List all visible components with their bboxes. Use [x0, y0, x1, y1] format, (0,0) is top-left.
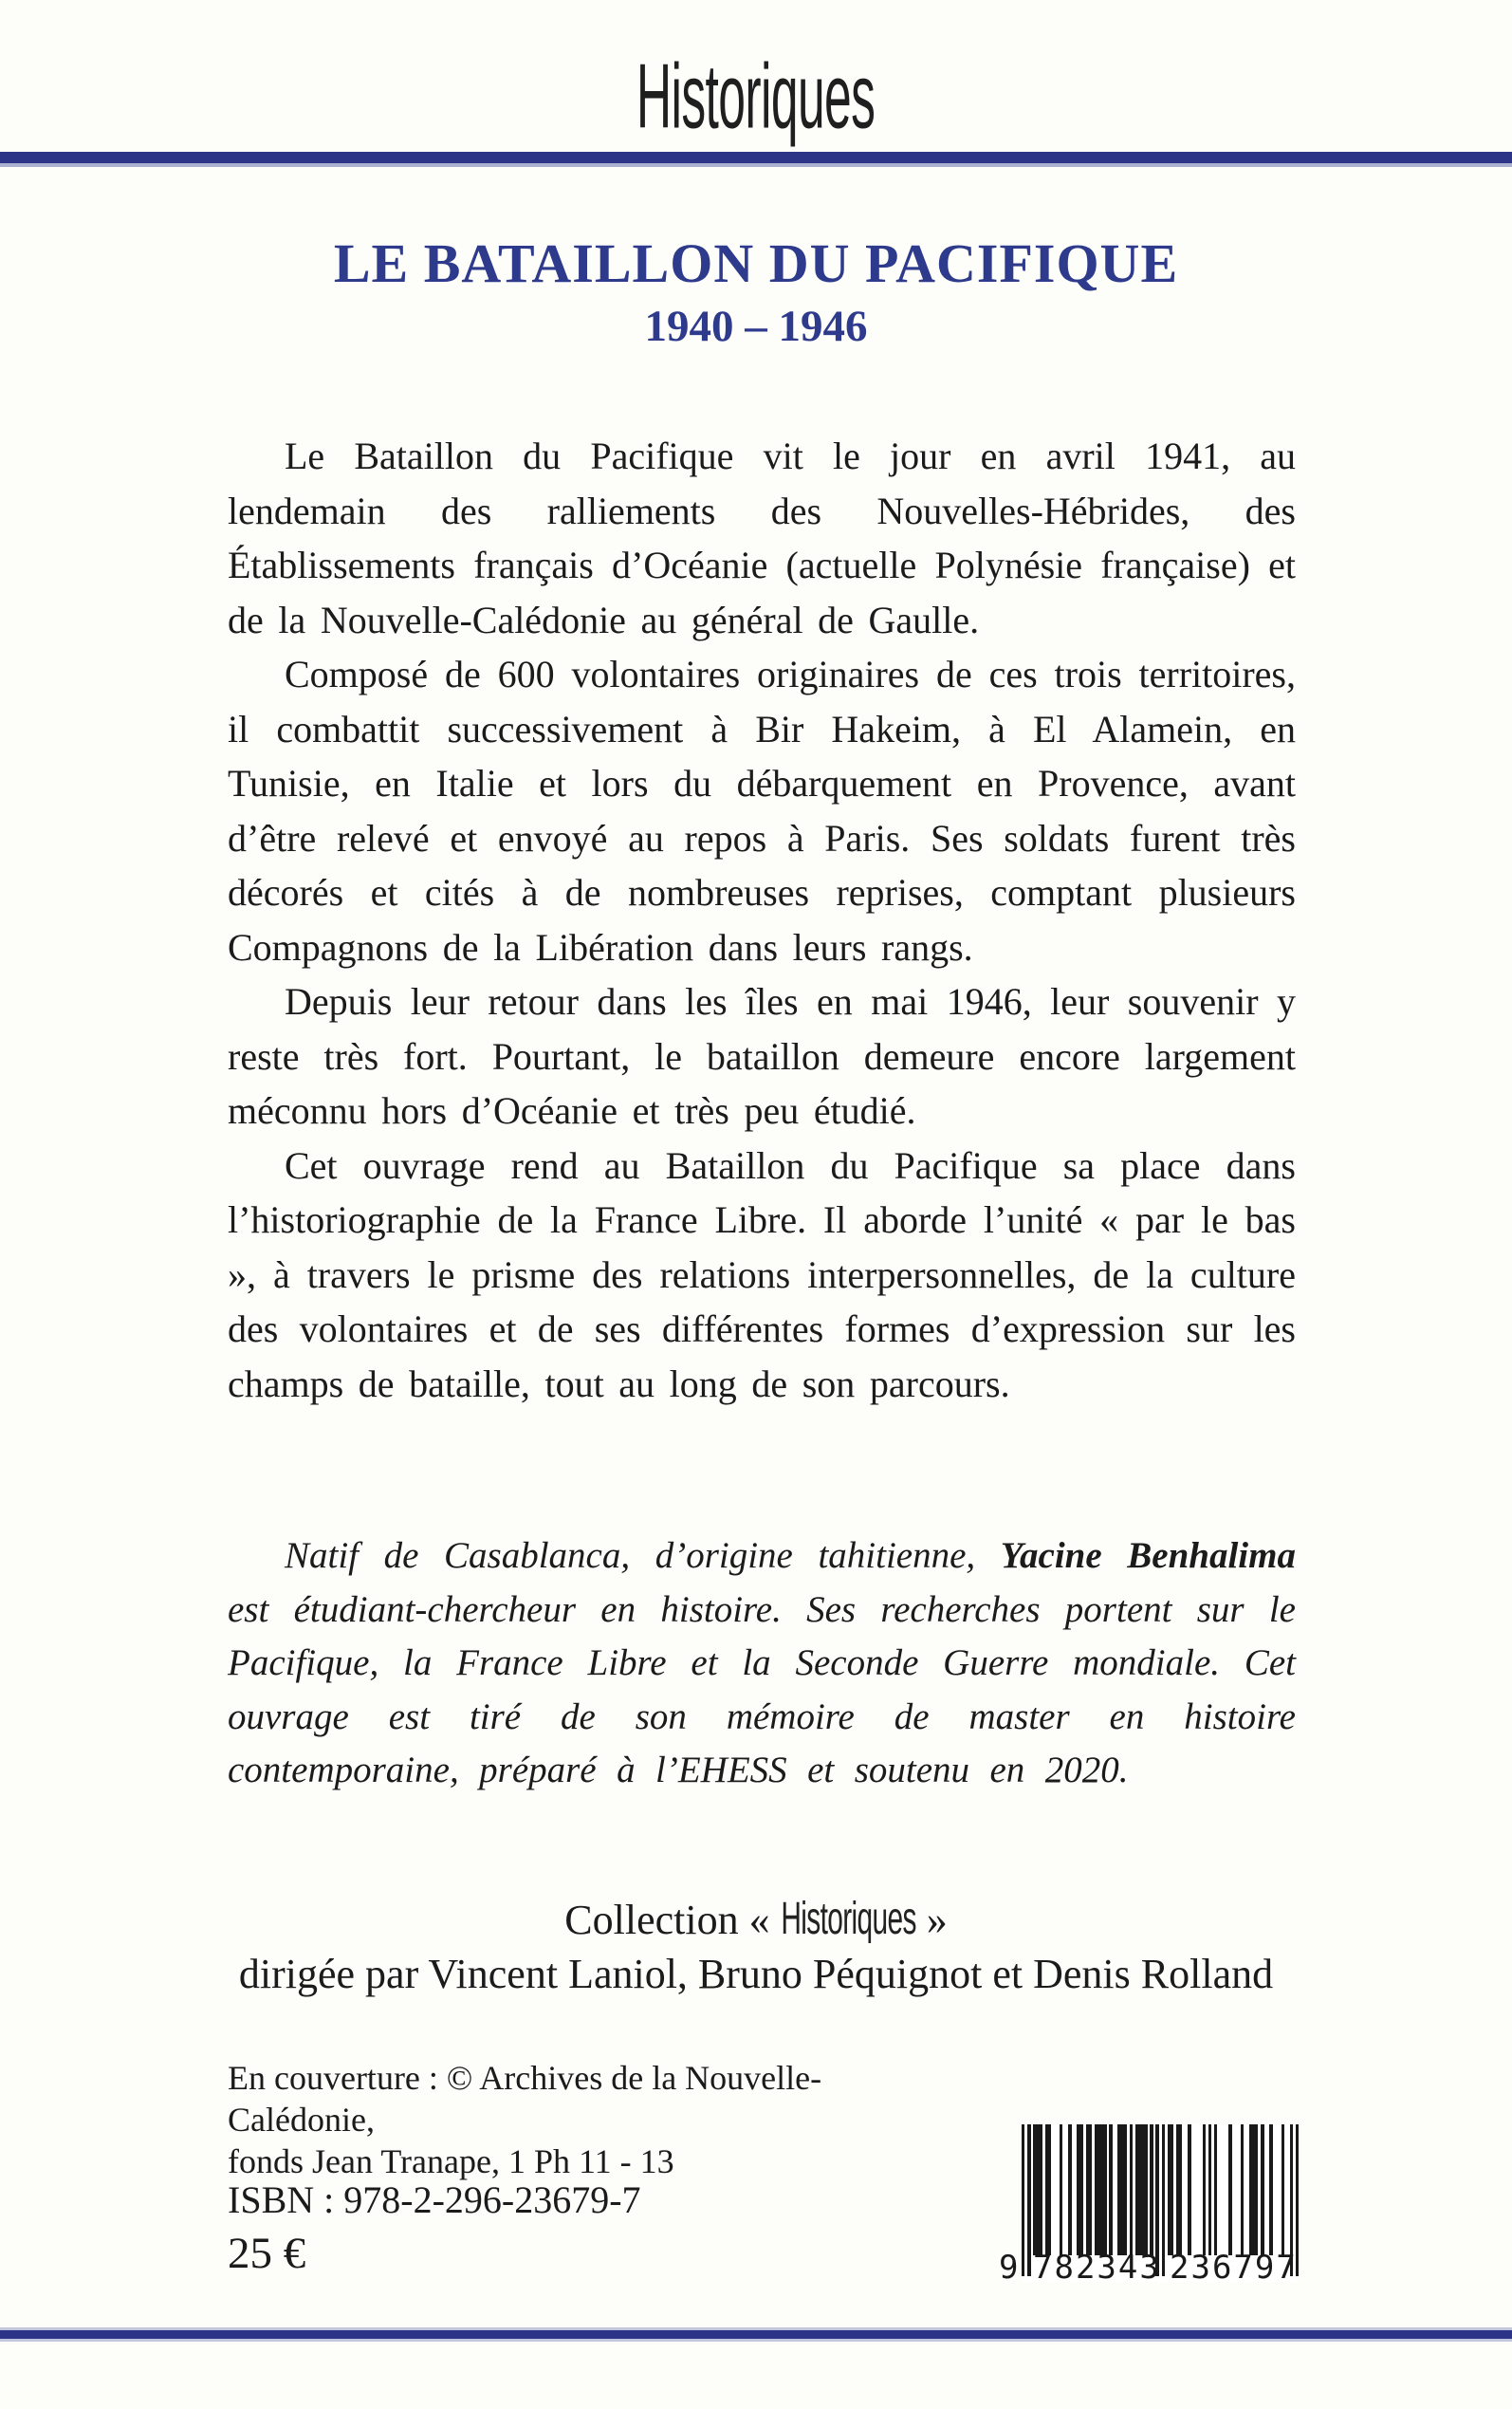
- author-note-pre: Natif de Casablanca, d’origine tahitienne,: [285, 1535, 1001, 1576]
- book-title: LE BATAILLON DU PACIFIQUE: [333, 232, 1179, 294]
- ean13-barcode: [999, 2124, 1299, 2287]
- barcode-digits: [999, 2249, 1299, 2287]
- barcode-digit-group-2: 782343: [1033, 2249, 1161, 2287]
- collection-logo: Historiques: [636, 46, 876, 148]
- masthead: [0, 46, 1512, 150]
- author-note-paragraph: [228, 1529, 1296, 1798]
- synopsis-paragraph-1: Le Bataillon du Pacifique vit le jour en avril 1941, au lendemain des ralliements des Nouvelles-Hébrides, des Établissements français d’Océanie (actuelle Polynésie française) et de la Nouvelle-Calédonie au général de Gaulle.: [228, 435, 1296, 641]
- synopsis-paragraph-3: Depuis leur retour dans les îles en mai 1946, leur souvenir y reste très fort. Pourtant, le bataillon demeure encore largement méconnu hors d’Océanie et très peu étudié.: [228, 980, 1296, 1132]
- barcode-digit-group-3: 236797: [1170, 2249, 1298, 2287]
- synopsis-paragraph-4: Cet ouvrage rend au Bataillon du Pacifique sa place dans l’historiographie de la France Libre. Il aborde l’unité « par le bas », à travers le prisme des relations interpersonnelles, de la culture des volontaires et de ses différentes formes d’expression sur les champs de bataille, tout au long de son parcours.: [228, 1143, 1296, 1405]
- book-years: 1940 – 1946: [644, 302, 868, 351]
- collection-line: [0, 1892, 1512, 1947]
- collection-logo-inline: Historiques: [780, 1892, 916, 1944]
- collection-suffix: »: [915, 1897, 948, 1943]
- collection-directors: dirigée par Vincent Laniol, Bruno Péquignot et Denis Rolland: [238, 1951, 1274, 1997]
- synopsis-paragraph-2: Composé de 600 volontaires originaires de ces trois territoires, il combattit successivement à Bir Hakeim, à El Alamein, en Tunisie, en Italie et lors du débarquement en Provence, avant d’être relevé et envoyé au repos à Paris. Ses soldats furent très décorés et cités à de nombreuses reprises, comptant plusieurs Compagnons de la Libération dans leurs rangs.: [228, 653, 1296, 969]
- cover-credit: [228, 2057, 949, 2182]
- author-note-post: est étudiant-chercheur en histoire. Ses recherches portent sur le Pacifique, la France Libre et la Seconde Guerre mondiale. Cet ouvrage est tiré de son mémoire de master en histoire contemporaine, préparé à l’EHESS et soutenu en 2020.: [228, 1588, 1296, 1790]
- author-name: Yacine Benhalima: [1000, 1535, 1296, 1576]
- price-label: 25 €: [228, 2229, 306, 2278]
- cover-credit-line-2: fonds Jean Tranape, 1 Ph 11 - 13: [228, 2142, 674, 2180]
- bottom-divider-bar: [0, 2327, 1512, 2342]
- synopsis: [228, 429, 1296, 1411]
- author-note: [228, 1529, 1296, 1798]
- barcode-digit-group-1: 9: [999, 2249, 1019, 2287]
- collection-prefix: Collection «: [564, 1897, 781, 1943]
- collection-block: [0, 1892, 1512, 2001]
- isbn-label: ISBN : 978-2-296-23679-7: [228, 2178, 641, 2221]
- top-divider-bar: [0, 152, 1512, 167]
- cover-credit-line-1: En couverture : © Archives de la Nouvelle-Calédonie,: [228, 2059, 822, 2139]
